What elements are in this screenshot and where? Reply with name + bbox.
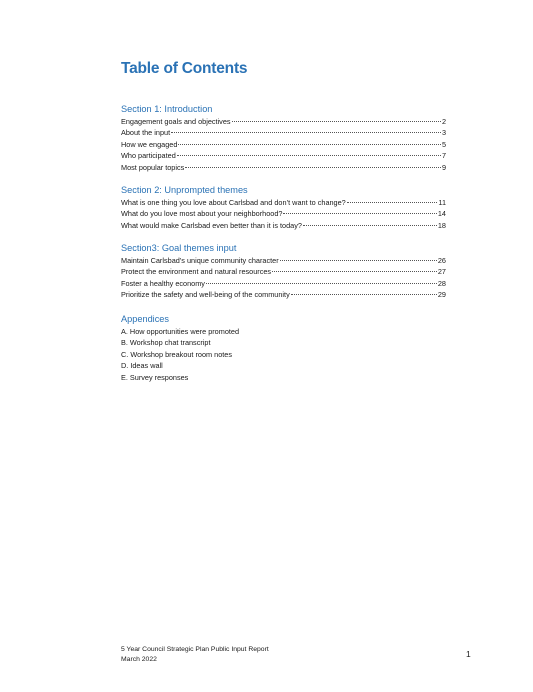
toc-entry-label: Most popular topics [121,162,185,172]
appendix-item: E. Survey responses [121,372,189,382]
toc-entry-label: What would make Carlsbad even better than it is today? [121,220,302,230]
dot-leader [347,202,438,203]
toc-entry-page: 28 [437,278,446,288]
dot-leader [206,283,437,284]
toc-entry-page: 2 [441,117,446,126]
dot-leader [272,271,437,272]
toc-entry-page: 7 [441,151,446,161]
toc-entry-label: What do you love most about your neighborhood? [121,209,283,219]
toc-entry[interactable] [121,255,446,266]
dot-leader [232,121,441,122]
toc-entry[interactable] [121,208,446,219]
toc-entry-label: Engagement goals and objectives [121,117,231,126]
toc-entry-page: 18 [437,220,446,230]
toc-entry-page: 26 [437,256,446,265]
dot-leader [178,144,441,145]
toc-entry-label: What is one thing you love about Carlsbad and don’t want to change? [121,198,346,207]
appendices-section [121,313,446,383]
toc-entry[interactable] [121,150,446,161]
appendix-item: D. Ideas wall [121,361,163,371]
toc-entry[interactable] [121,266,446,277]
toc-entry-page: 29 [437,290,446,300]
page-number: 1 [466,649,471,659]
toc-entry-page: 11 [438,198,446,207]
toc-entry-page: 5 [441,139,446,149]
toc-entry-page: 14 [437,209,446,219]
section-heading: Section3: Goal themes input [121,243,237,253]
toc-entry[interactable] [121,116,446,127]
dot-leader [303,225,437,226]
toc-entry[interactable] [121,197,446,208]
dot-leader [280,260,437,261]
toc-entry-label: How we engaged [121,139,178,149]
toc-entry[interactable] [121,127,446,138]
appendix-item: C. Workshop breakout room notes [121,349,232,359]
toc-entry[interactable] [121,289,446,300]
appendix-item: B. Workshop chat transcript [121,338,211,348]
toc-section-2 [121,184,446,231]
toc-entry-label: Who participated [121,151,176,161]
toc-entry-page: 27 [437,267,446,277]
page-title: Table of Contents [121,60,248,77]
footer-date: March 2022 [121,655,157,663]
dot-leader [291,294,437,295]
toc-section-1 [121,103,446,173]
toc-entry-page: 9 [441,162,446,172]
footer-report-title: 5 Year Council Strategic Plan Public Input Report [121,646,269,653]
toc-entry-label: About the input [121,128,171,138]
toc-entry-label: Prioritize the safety and well-being of the community [121,290,290,300]
dot-leader [185,167,441,168]
toc-entry-label: Foster a healthy economy [121,278,205,288]
section-heading: Section 2: Unprompted themes [121,185,248,195]
dot-leader [283,213,436,214]
toc-entry[interactable] [121,278,446,289]
toc-entry[interactable] [121,139,446,150]
section-heading: Appendices [121,314,170,324]
toc-entry-page: 3 [441,128,446,138]
appendix-item: A. How opportunities were promoted [121,327,240,336]
section-heading: Section 1: Introduction [121,104,213,114]
toc-entry[interactable] [121,162,446,173]
toc-section-3 [121,242,446,301]
page-footer [121,645,269,664]
toc-entry[interactable] [121,220,446,231]
toc-entry-label: Protect the environment and natural resources [121,267,272,277]
toc-entry-label: Maintain Carlsbad’s unique community character [121,256,279,265]
dot-leader [171,132,441,133]
dot-leader [177,155,441,156]
